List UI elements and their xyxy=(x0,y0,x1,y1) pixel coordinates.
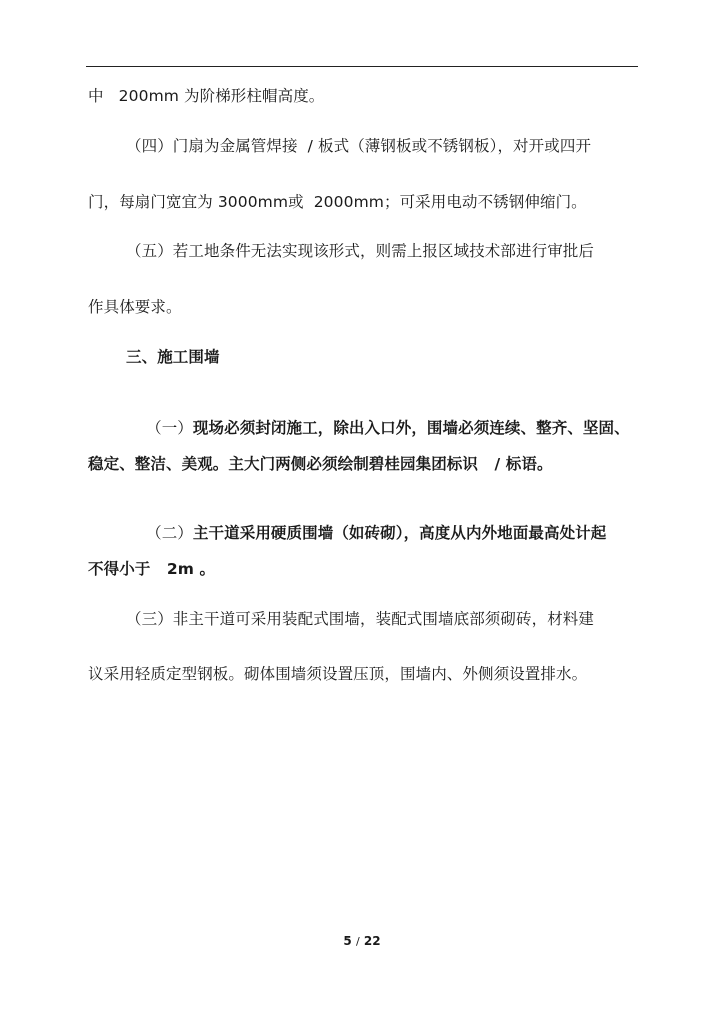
page-number xyxy=(0,934,724,948)
item-prefix: （二） xyxy=(146,524,193,542)
current-page: 5 xyxy=(343,934,352,948)
paragraph-line xyxy=(126,503,606,563)
paragraph-line: （四）门扇为金属管焊接 / 板式（薄钢板或不锈钢板），对开或四开 xyxy=(126,137,592,155)
paragraph-line: 作具体要求。 xyxy=(88,298,182,316)
item-text: 主干道采用硬质围墙（如砖砌），高度从内外地面最高处计起 xyxy=(192,524,607,542)
item-prefix: （一） xyxy=(146,419,193,437)
section-heading: 三、施工围墙 xyxy=(126,348,220,366)
paragraph-line: 不得小于 2m 。 xyxy=(88,560,216,578)
item-text: 现场必须封闭施工，除出入口外，围墙必须连续、整齐、坚固、 xyxy=(192,419,630,437)
paragraph-line xyxy=(126,398,630,458)
paragraph-line: 中 200mm 为阶梯形柱帽高度。 xyxy=(88,87,325,105)
paragraph-line: 稳定、整洁、美观。主大门两侧必须绘制碧桂园集团标识 / 标语。 xyxy=(88,455,553,473)
page-separator: / xyxy=(355,935,360,948)
paragraph-line: 门，每扇门宽宜为 3000mm或 2000mm；可采用电动不锈钢伸缩门。 xyxy=(88,193,587,211)
paragraph-line: 议采用轻质定型钢板。砌体围墙须设置压顶，围墙内、外侧须设置排水。 xyxy=(88,665,588,683)
total-pages: 22 xyxy=(363,934,381,948)
paragraph-line: （三）非主干道可采用装配式围墙，装配式围墙底部须砌砖，材料建 xyxy=(126,610,595,628)
header-rule xyxy=(86,66,638,67)
paragraph-line: （五）若工地条件无法实现该形式，则需上报区域技术部进行审批后 xyxy=(126,242,595,260)
